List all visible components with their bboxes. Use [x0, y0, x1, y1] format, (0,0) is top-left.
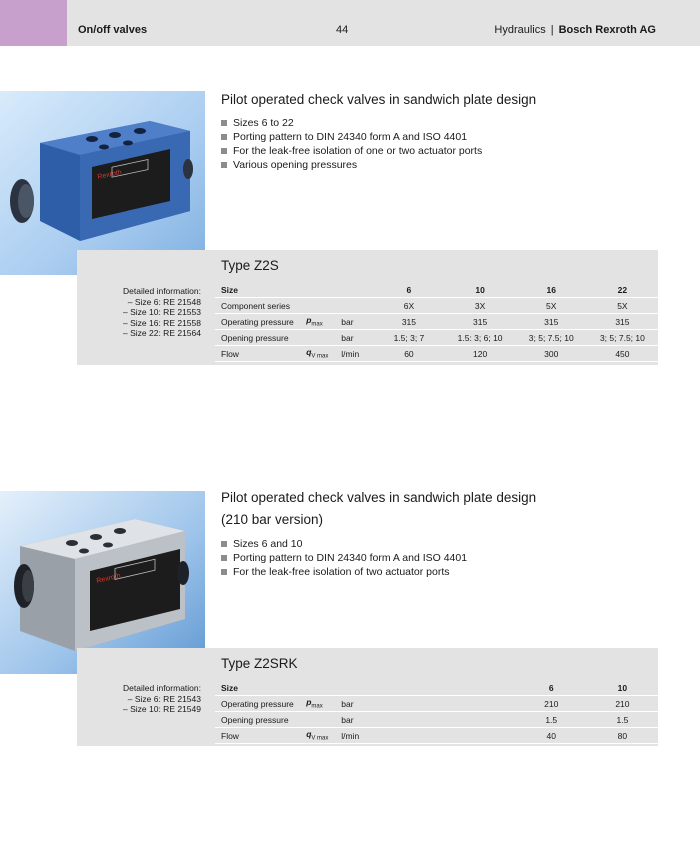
table-row	[215, 346, 658, 362]
row-label: Operating pressure	[215, 696, 300, 712]
row-label: Flow	[215, 728, 300, 744]
feature-list-z2srk	[221, 537, 467, 579]
row-symbol: $q_{V max}$	[306, 347, 329, 360]
feature-item: Sizes 6 to 22	[221, 116, 482, 130]
row-symbol: $p_{max}$	[306, 315, 323, 328]
table-row	[215, 330, 658, 346]
table-row	[215, 712, 658, 728]
spec-table-z2s	[215, 282, 658, 362]
table-cell: 315	[373, 314, 444, 330]
table-header-cell: Size	[215, 680, 300, 696]
table-cell: 6X	[373, 298, 444, 314]
product-title-line: (210 bar version)	[221, 512, 324, 527]
table-header-cell: Size	[215, 282, 300, 298]
feature-item: Various opening pressures	[221, 158, 482, 172]
table-cell: 210	[587, 696, 658, 712]
detail-info-line: – Size 6: RE 21548	[127, 296, 201, 307]
table-header-cell: 22	[587, 282, 658, 298]
row-label: Component series	[215, 298, 300, 314]
table-cell: 210	[516, 696, 587, 712]
table-cell: 5X	[587, 298, 658, 314]
header-separator: |	[550, 24, 554, 36]
table-header-cell: 10	[587, 680, 658, 696]
table-cell: 315	[587, 314, 658, 330]
table-header-cell: 6	[373, 282, 444, 298]
nameplate-brand-z2s: Rexroth	[96, 169, 123, 181]
product-title-z2s: Pilot operated check valves in sandwich plate design	[221, 92, 537, 107]
feature-list-z2s	[221, 116, 482, 172]
detail-info-z2srk	[77, 683, 201, 715]
row-label: Operating pressure	[215, 314, 300, 330]
table-row	[215, 728, 658, 744]
table-cell: 3X	[445, 298, 516, 314]
table-cell: 1.5	[516, 712, 587, 728]
detail-info-line: – Size 22: RE 21564	[123, 328, 201, 338]
feature-item: Porting pattern to DIN 24340 form A and ISO 4401	[221, 130, 482, 144]
row-unit: bar	[335, 314, 373, 330]
table-row	[215, 696, 658, 712]
feature-item: For the leak-free isolation of two actuator ports	[221, 565, 467, 579]
table-header-cell: 6	[516, 680, 587, 696]
type-bar-z2s	[77, 250, 658, 280]
detail-info-line: – Size 16: RE 21558	[123, 317, 201, 328]
product-photo-z2srk	[0, 491, 205, 674]
table-row	[215, 314, 658, 330]
table-cell: 1.5: 3; 6; 10	[445, 330, 516, 346]
row-unit: bar	[335, 712, 373, 728]
row-symbol: $p_{max}$	[306, 697, 323, 710]
page-header	[0, 0, 700, 46]
row-label: Flow	[215, 346, 300, 362]
feature-item: Porting pattern to DIN 24340 form A and ISO 4401	[221, 551, 467, 565]
header-accent	[0, 0, 67, 46]
table-cell: 1.5	[587, 712, 658, 728]
table-header-row	[215, 680, 658, 696]
nameplate-brand-z2srk: Rexroth	[95, 572, 122, 585]
table-cell: 315	[516, 314, 587, 330]
row-unit: bar	[335, 696, 373, 712]
table-header-cell: 10	[445, 282, 516, 298]
table-cell: 40	[516, 728, 587, 744]
section-title: On/off valves	[78, 24, 148, 36]
table-row	[215, 298, 658, 314]
row-unit: l/min	[335, 346, 373, 362]
product-title-line: Pilot operated check valves in sandwich plate design	[221, 490, 537, 505]
page-number: 44	[336, 24, 349, 36]
table-cell: 120	[445, 346, 516, 362]
product-photo-z2s	[0, 91, 205, 275]
spec-table-z2srk	[215, 680, 658, 744]
feature-item: For the leak-free isolation of one or two actuator ports	[221, 144, 482, 158]
table-cell: 3; 5; 7.5; 10	[516, 330, 587, 346]
table-cell: 80	[587, 728, 658, 744]
table-cell: 3; 5; 7.5; 10	[587, 330, 658, 346]
feature-item: Sizes 6 and 10	[221, 537, 467, 551]
table-cell: 5X	[516, 298, 587, 314]
row-label: Opening pressure	[215, 330, 300, 346]
type-label-z2srk: Type Z2SRK	[221, 656, 298, 671]
detail-info-line: – Size 6: RE 21543	[127, 693, 201, 704]
row-label: Opening pressure	[215, 712, 300, 728]
detail-info-line: – Size 10: RE 21553	[123, 307, 201, 317]
table-header-cell: 16	[516, 282, 587, 298]
row-unit: l/min	[335, 728, 373, 744]
detail-info-line: Detailed information:	[123, 683, 201, 693]
table-cell: 1.5; 3; 7	[373, 330, 444, 346]
row-symbol: $q_{V max}$	[306, 729, 329, 742]
detail-info-line: Detailed information:	[123, 286, 201, 296]
detail-info-line: – Size 10: RE 21549	[123, 704, 201, 714]
table-cell: 300	[516, 346, 587, 362]
header-brand: Bosch Rexroth AG	[558, 24, 656, 36]
table-header-row	[215, 282, 658, 298]
table-cell: 60	[373, 346, 444, 362]
table-cell: 315	[445, 314, 516, 330]
type-label-z2s: Type Z2S	[221, 258, 279, 273]
detail-info-z2s	[77, 286, 201, 339]
product-title-z2srk	[221, 487, 536, 531]
table-cell: 450	[587, 346, 658, 362]
type-bar-z2srk	[77, 648, 658, 678]
header-category: Hydraulics	[494, 24, 546, 36]
row-unit: bar	[335, 330, 373, 346]
header-brand-line	[494, 24, 656, 36]
